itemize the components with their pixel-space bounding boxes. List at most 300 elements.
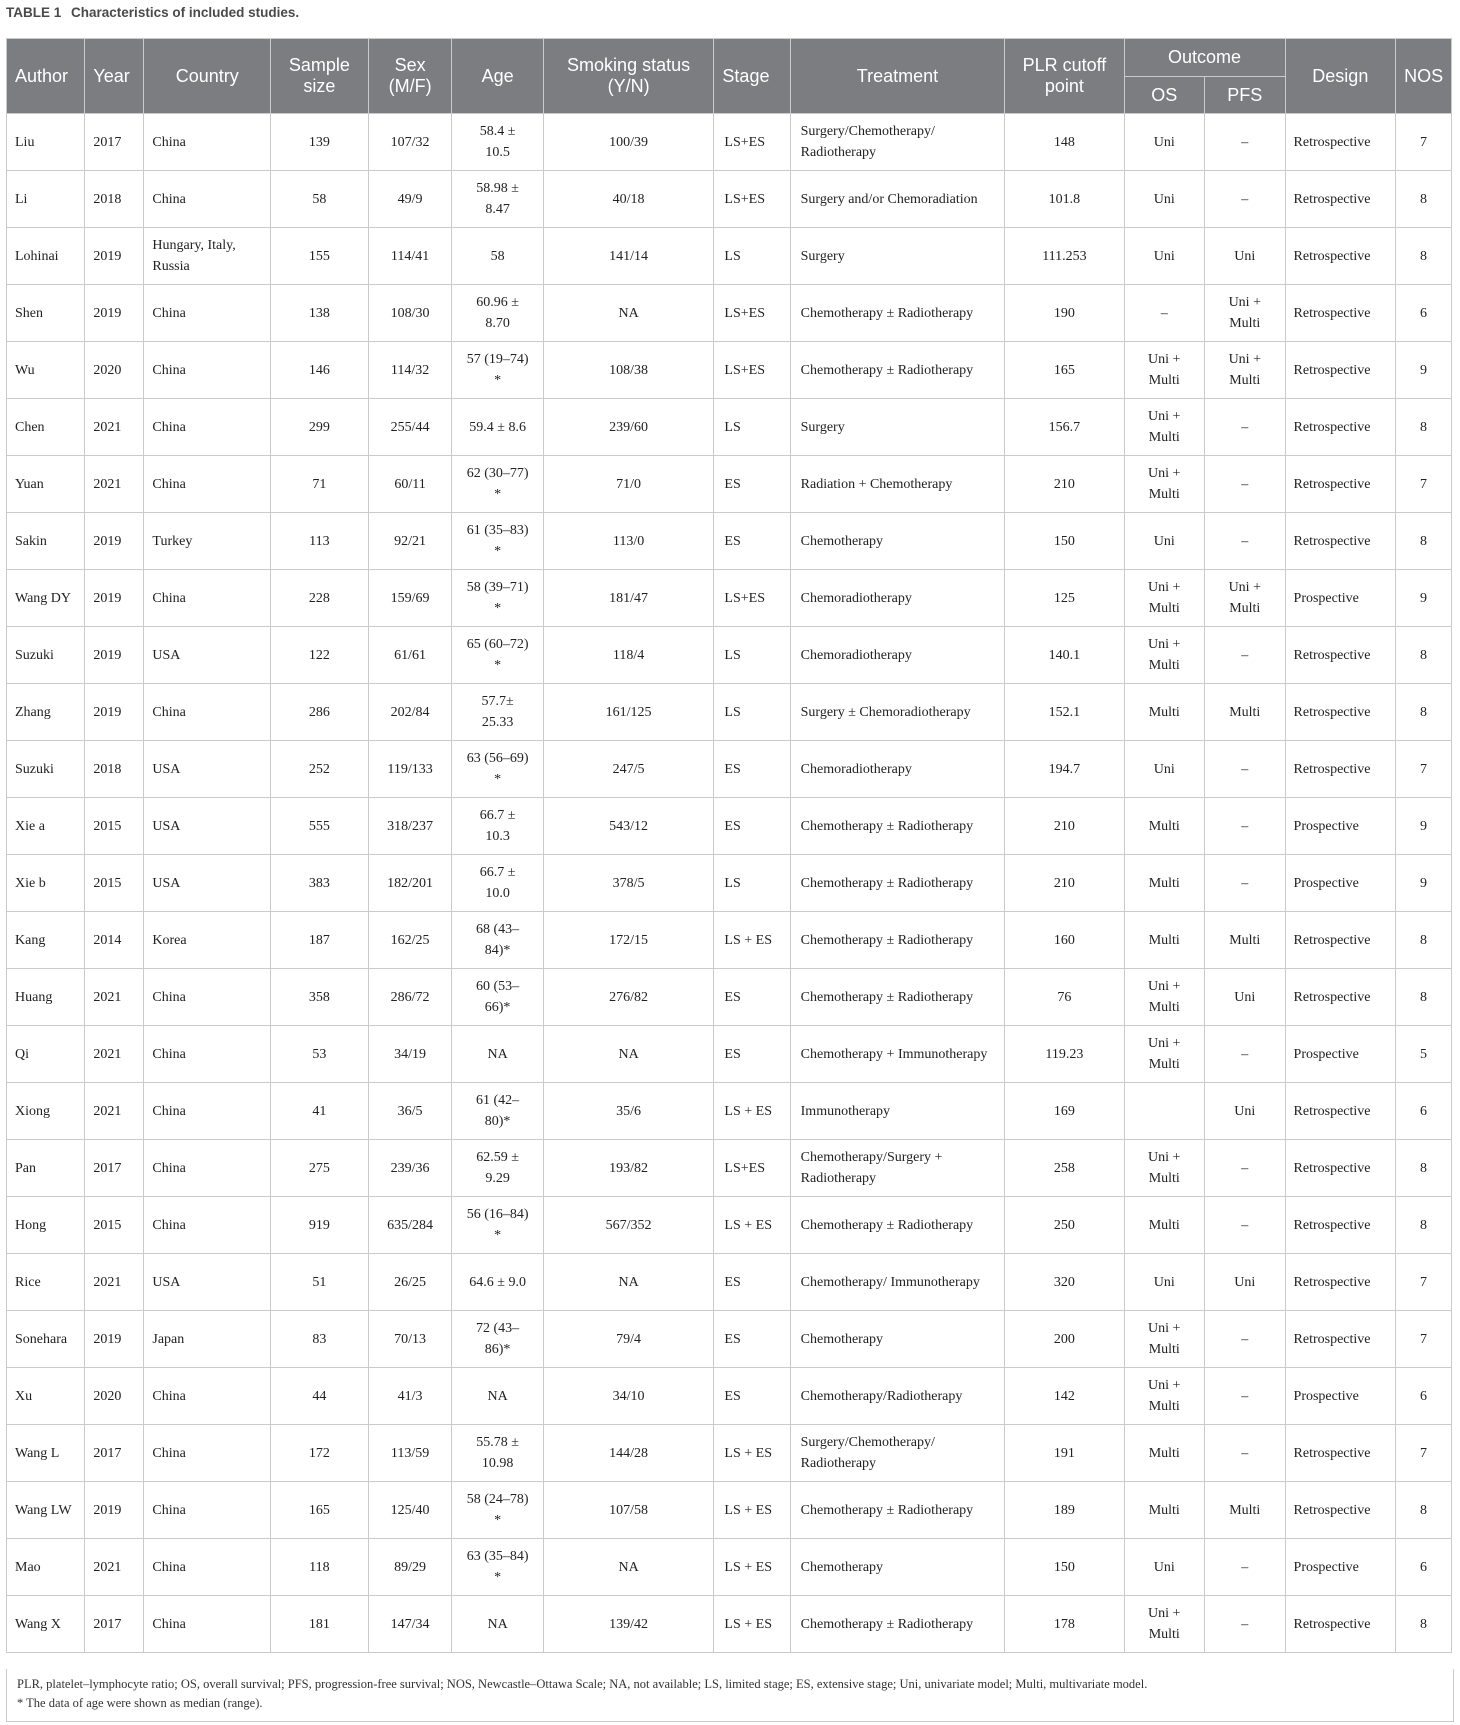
cell-country: China [144,1596,271,1653]
cell-design: Prospective [1285,1368,1396,1425]
cell-smoking: 79/4 [543,1311,714,1368]
cell-stage: LS [714,684,790,741]
table-caption [6,2,299,24]
header-year: Year [85,39,144,114]
cell-smoking: 100/39 [543,114,714,171]
table-row [7,912,1452,969]
cell-sex: 119/133 [368,741,452,798]
cell-country: China [144,1539,271,1596]
cell-os: Multi [1124,798,1205,855]
cell-smoking: 276/82 [543,969,714,1026]
cell-age: 68 (43–84)* [452,912,543,969]
cell-pfs: – [1205,513,1286,570]
cell-os: Uni + Multi [1124,627,1205,684]
cell-nos: 8 [1396,1596,1452,1653]
cell-sample-size: 383 [271,855,369,912]
cell-country: China [144,399,271,456]
cell-year: 2017 [85,1425,144,1482]
cell-sample-size: 44 [271,1368,369,1425]
cell-sample-size: 83 [271,1311,369,1368]
cell-design: Prospective [1285,798,1396,855]
cell-os: Uni [1124,1539,1205,1596]
cell-age: 59.4 ± 8.6 [452,399,543,456]
cell-age: 66.7 ± 10.3 [452,798,543,855]
cell-pfs: Uni + Multi [1205,570,1286,627]
cell-country: China [144,342,271,399]
cell-os: Uni [1124,114,1205,171]
cell-nos: 8 [1396,171,1452,228]
cell-year: 2018 [85,741,144,798]
footnote-abbreviations: PLR, platelet–lymphocyte ratio; OS, overall survival; PFS, progression-free survival; NOS, Newcastle–Ottawa Scale; NA, not available; LS, limited stage; ES, extensive stage; Uni, univariate model; Multi, multivariate model. [17,1677,1148,1691]
cell-sex: 318/237 [368,798,452,855]
cell-os: Uni + Multi [1124,570,1205,627]
cell-country: China [144,1026,271,1083]
cell-country: China [144,114,271,171]
cell-year: 2019 [85,1482,144,1539]
cell-plr-cutoff: 125 [1005,570,1124,627]
cell-author: Huang [7,969,85,1026]
cell-year: 2019 [85,513,144,570]
cell-os: Uni [1124,1254,1205,1311]
cell-country: China [144,684,271,741]
cell-treatment: Chemoradiotherapy [790,627,1005,684]
cell-pfs: – [1205,114,1286,171]
cell-design: Retrospective [1285,684,1396,741]
cell-os: Uni + Multi [1124,1140,1205,1197]
cell-country: China [144,1197,271,1254]
cell-sample-size: 165 [271,1482,369,1539]
cell-os: Multi [1124,1482,1205,1539]
cell-sex: 114/32 [368,342,452,399]
table-row [7,1197,1452,1254]
cell-year: 2021 [85,399,144,456]
cell-treatment: Chemotherapy ± Radiotherapy [790,969,1005,1026]
cell-sample-size: 155 [271,228,369,285]
cell-plr-cutoff: 200 [1005,1311,1124,1368]
cell-design: Retrospective [1285,1482,1396,1539]
cell-sample-size: 122 [271,627,369,684]
cell-treatment: Chemotherapy/Surgery + Radiotherapy [790,1140,1005,1197]
cell-plr-cutoff: 250 [1005,1197,1124,1254]
cell-plr-cutoff: 178 [1005,1596,1124,1653]
cell-pfs: – [1205,1311,1286,1368]
cell-os: Uni + Multi [1124,1368,1205,1425]
table-row [7,171,1452,228]
header-country: Country [144,39,271,114]
cell-os: Multi [1124,855,1205,912]
cell-age: 62 (30–77) * [452,456,543,513]
cell-smoking: 108/38 [543,342,714,399]
cell-smoking: 113/0 [543,513,714,570]
cell-age: 66.7 ± 10.0 [452,855,543,912]
cell-nos: 8 [1396,1140,1452,1197]
cell-stage: LS+ES [714,114,790,171]
cell-stage: ES [714,1311,790,1368]
cell-smoking: 161/125 [543,684,714,741]
cell-sex: 159/69 [368,570,452,627]
header-sample-size: Sample size [271,39,369,114]
cell-stage: LS + ES [714,1083,790,1140]
cell-stage: LS+ES [714,285,790,342]
cell-plr-cutoff: 190 [1005,285,1124,342]
cell-age: 58 [452,228,543,285]
cell-country: USA [144,855,271,912]
cell-sample-size: 919 [271,1197,369,1254]
cell-design: Retrospective [1285,228,1396,285]
cell-smoking: 247/5 [543,741,714,798]
cell-plr-cutoff: 194.7 [1005,741,1124,798]
cell-nos: 8 [1396,513,1452,570]
cell-author: Qi [7,1026,85,1083]
cell-nos: 9 [1396,342,1452,399]
cell-stage: LS+ES [714,570,790,627]
cell-country: USA [144,741,271,798]
cell-age: 58 (39–71) * [452,570,543,627]
table-row [7,969,1452,1026]
cell-treatment: Chemotherapy ± Radiotherapy [790,855,1005,912]
cell-smoking: 193/82 [543,1140,714,1197]
cell-pfs: Uni [1205,228,1286,285]
cell-plr-cutoff: 156.7 [1005,399,1124,456]
cell-pfs: Uni + Multi [1205,285,1286,342]
cell-design: Retrospective [1285,342,1396,399]
cell-design: Retrospective [1285,1083,1396,1140]
cell-os: Uni + Multi [1124,399,1205,456]
cell-nos: 6 [1396,1083,1452,1140]
header-nos: NOS [1396,39,1452,114]
cell-country: USA [144,798,271,855]
cell-pfs: – [1205,1425,1286,1482]
cell-os: Uni + Multi [1124,456,1205,513]
cell-nos: 8 [1396,1197,1452,1254]
cell-plr-cutoff: 165 [1005,342,1124,399]
cell-design: Retrospective [1285,285,1396,342]
cell-author: Lohinai [7,228,85,285]
cell-design: Retrospective [1285,399,1396,456]
cell-plr-cutoff: 76 [1005,969,1124,1026]
cell-nos: 7 [1396,456,1452,513]
table-row [7,456,1452,513]
cell-design: Retrospective [1285,114,1396,171]
table-row [7,1539,1452,1596]
cell-treatment: Surgery [790,399,1005,456]
cell-sex: 70/13 [368,1311,452,1368]
cell-smoking: 34/10 [543,1368,714,1425]
cell-plr-cutoff: 142 [1005,1368,1124,1425]
cell-plr-cutoff: 119.23 [1005,1026,1124,1083]
cell-age: 62.59 ± 9.29 [452,1140,543,1197]
cell-sample-size: 139 [271,114,369,171]
cell-country: Japan [144,1311,271,1368]
cell-os: Uni + Multi [1124,1026,1205,1083]
cell-treatment: Surgery/Chemotherapy/ Radiotherapy [790,1425,1005,1482]
header-plr-cutoff: PLR cutoff point [1005,39,1124,114]
cell-stage: LS + ES [714,1482,790,1539]
cell-pfs: Uni [1205,1254,1286,1311]
cell-os: Multi [1124,1425,1205,1482]
cell-stage: LS + ES [714,912,790,969]
cell-treatment: Immunotherapy [790,1083,1005,1140]
cell-treatment: Chemotherapy ± Radiotherapy [790,1197,1005,1254]
cell-treatment: Chemotherapy/Radiotherapy [790,1368,1005,1425]
cell-os: – [1124,285,1205,342]
cell-plr-cutoff: 189 [1005,1482,1124,1539]
cell-nos: 6 [1396,1368,1452,1425]
cell-nos: 7 [1396,114,1452,171]
cell-age: 56 (16–84) * [452,1197,543,1254]
cell-country: China [144,1140,271,1197]
cell-author: Suzuki [7,741,85,798]
cell-author: Wang DY [7,570,85,627]
cell-os: Multi [1124,1197,1205,1254]
cell-smoking: 71/0 [543,456,714,513]
cell-plr-cutoff: 320 [1005,1254,1124,1311]
cell-pfs: Multi [1205,1482,1286,1539]
cell-author: Yuan [7,456,85,513]
table-footnotes [6,1669,1454,1722]
header-age: Age [452,39,543,114]
cell-design: Retrospective [1285,627,1396,684]
cell-year: 2021 [85,456,144,513]
cell-nos: 6 [1396,1539,1452,1596]
cell-sample-size: 58 [271,171,369,228]
cell-pfs: – [1205,627,1286,684]
cell-year: 2015 [85,1197,144,1254]
cell-sex: 255/44 [368,399,452,456]
cell-stage: ES [714,513,790,570]
cell-year: 2020 [85,342,144,399]
cell-plr-cutoff: 169 [1005,1083,1124,1140]
cell-stage: LS+ES [714,1140,790,1197]
cell-sample-size: 299 [271,399,369,456]
cell-year: 2019 [85,1311,144,1368]
cell-pfs: Multi [1205,912,1286,969]
cell-country: China [144,1368,271,1425]
cell-treatment: Surgery and/or Chemoradiation [790,171,1005,228]
cell-sex: 147/34 [368,1596,452,1653]
cell-nos: 5 [1396,1026,1452,1083]
cell-smoking: 107/58 [543,1482,714,1539]
cell-stage: LS + ES [714,1425,790,1482]
cell-nos: 8 [1396,684,1452,741]
cell-design: Retrospective [1285,741,1396,798]
cell-author: Xie b [7,855,85,912]
cell-smoking: 141/14 [543,228,714,285]
cell-sample-size: 252 [271,741,369,798]
cell-nos: 7 [1396,1311,1452,1368]
cell-treatment: Chemotherapy [790,513,1005,570]
cell-smoking: 118/4 [543,627,714,684]
cell-sample-size: 228 [271,570,369,627]
cell-age: 61 (35–83) * [452,513,543,570]
cell-age: 58.98 ± 8.47 [452,171,543,228]
cell-sample-size: 555 [271,798,369,855]
cell-nos: 8 [1396,399,1452,456]
cell-country: USA [144,627,271,684]
table-row [7,1368,1452,1425]
cell-design: Retrospective [1285,1197,1396,1254]
table-row [7,1026,1452,1083]
cell-nos: 7 [1396,1254,1452,1311]
cell-pfs: – [1205,399,1286,456]
cell-nos: 8 [1396,627,1452,684]
cell-author: Suzuki [7,627,85,684]
table-row [7,399,1452,456]
cell-design: Retrospective [1285,1596,1396,1653]
table-header [7,39,1452,114]
cell-os: Uni + Multi [1124,1311,1205,1368]
cell-country: China [144,285,271,342]
cell-year: 2021 [85,1254,144,1311]
cell-os: Uni + Multi [1124,969,1205,1026]
cell-plr-cutoff: 210 [1005,855,1124,912]
cell-plr-cutoff: 148 [1005,114,1124,171]
cell-author: Xiong [7,1083,85,1140]
cell-nos: 8 [1396,228,1452,285]
table-row [7,1596,1452,1653]
cell-year: 2017 [85,1140,144,1197]
cell-os: Uni [1124,513,1205,570]
cell-sex: 36/5 [368,1083,452,1140]
cell-sample-size: 275 [271,1140,369,1197]
cell-treatment: Surgery/Chemotherapy/ Radiotherapy [790,114,1005,171]
cell-country: China [144,1425,271,1482]
cell-pfs: Multi [1205,684,1286,741]
cell-sex: 125/40 [368,1482,452,1539]
cell-year: 2020 [85,1368,144,1425]
cell-smoking: 40/18 [543,171,714,228]
cell-smoking: 543/12 [543,798,714,855]
cell-os: Uni + Multi [1124,342,1205,399]
cell-stage: LS+ES [714,342,790,399]
cell-country: China [144,456,271,513]
cell-nos: 9 [1396,798,1452,855]
cell-country: China [144,1482,271,1539]
cell-sex: 41/3 [368,1368,452,1425]
cell-year: 2021 [85,969,144,1026]
cell-age: 57.7± 25.33 [452,684,543,741]
header-author: Author [7,39,85,114]
table-row [7,570,1452,627]
cell-nos: 7 [1396,1425,1452,1482]
cell-author: Wang LW [7,1482,85,1539]
cell-stage: LS + ES [714,1596,790,1653]
cell-year: 2015 [85,798,144,855]
header-sex: Sex (M/F) [368,39,452,114]
cell-author: Wang L [7,1425,85,1482]
table-row [7,342,1452,399]
table-title: Characteristics of included studies. [71,5,300,20]
table-row [7,1482,1452,1539]
cell-smoking: NA [543,1254,714,1311]
cell-year: 2014 [85,912,144,969]
cell-year: 2015 [85,855,144,912]
cell-pfs: – [1205,1197,1286,1254]
cell-design: Prospective [1285,1539,1396,1596]
cell-age: 63 (56–69) * [452,741,543,798]
cell-year: 2021 [85,1083,144,1140]
cell-age: 60.96 ± 8.70 [452,285,543,342]
cell-author: Mao [7,1539,85,1596]
cell-design: Retrospective [1285,456,1396,513]
header-design: Design [1285,39,1396,114]
cell-stage: ES [714,798,790,855]
cell-pfs: – [1205,855,1286,912]
cell-stage: LS [714,627,790,684]
cell-country: China [144,570,271,627]
cell-design: Retrospective [1285,1425,1396,1482]
cell-author: Xu [7,1368,85,1425]
cell-treatment: Chemotherapy ± Radiotherapy [790,1482,1005,1539]
cell-sex: 26/25 [368,1254,452,1311]
header-outcome: Outcome [1124,39,1285,77]
table-row [7,114,1452,171]
cell-smoking: NA [543,285,714,342]
cell-year: 2018 [85,171,144,228]
cell-smoking: NA [543,1026,714,1083]
cell-pfs: Uni + Multi [1205,342,1286,399]
cell-treatment: Radiation + Chemotherapy [790,456,1005,513]
cell-treatment: Chemoradiotherapy [790,741,1005,798]
cell-plr-cutoff: 140.1 [1005,627,1124,684]
cell-age: 64.6 ± 9.0 [452,1254,543,1311]
cell-treatment: Chemotherapy + Immunotherapy [790,1026,1005,1083]
cell-age: 57 (19–74) * [452,342,543,399]
cell-nos: 9 [1396,855,1452,912]
cell-age: NA [452,1368,543,1425]
cell-design: Retrospective [1285,912,1396,969]
cell-os: Multi [1124,912,1205,969]
cell-plr-cutoff: 152.1 [1005,684,1124,741]
cell-age: 63 (35–84) * [452,1539,543,1596]
cell-sample-size: 187 [271,912,369,969]
cell-os: Uni [1124,228,1205,285]
cell-author: Wu [7,342,85,399]
studies-table [6,38,1452,1653]
cell-design: Retrospective [1285,1311,1396,1368]
cell-year: 2021 [85,1026,144,1083]
cell-author: Liu [7,114,85,171]
cell-nos: 7 [1396,741,1452,798]
header-pfs: PFS [1205,77,1286,114]
cell-age: NA [452,1026,543,1083]
table-row [7,1311,1452,1368]
cell-age: NA [452,1596,543,1653]
cell-smoking: 172/15 [543,912,714,969]
cell-year: 2019 [85,228,144,285]
cell-treatment: Chemotherapy ± Radiotherapy [790,912,1005,969]
cell-plr-cutoff: 101.8 [1005,171,1124,228]
cell-year: 2019 [85,285,144,342]
cell-stage: ES [714,1368,790,1425]
header-smoking: Smoking status (Y/N) [543,39,714,114]
cell-stage: ES [714,1254,790,1311]
cell-year: 2017 [85,1596,144,1653]
cell-stage: ES [714,741,790,798]
cell-country: China [144,1083,271,1140]
cell-age: 58.4 ± 10.5 [452,114,543,171]
cell-sex: 61/61 [368,627,452,684]
cell-pfs: Uni [1205,1083,1286,1140]
cell-design: Retrospective [1285,513,1396,570]
cell-age: 61 (42–80)* [452,1083,543,1140]
table-row [7,627,1452,684]
cell-country: Korea [144,912,271,969]
cell-plr-cutoff: 150 [1005,513,1124,570]
cell-design: Prospective [1285,855,1396,912]
cell-treatment: Chemotherapy [790,1539,1005,1596]
cell-sample-size: 113 [271,513,369,570]
